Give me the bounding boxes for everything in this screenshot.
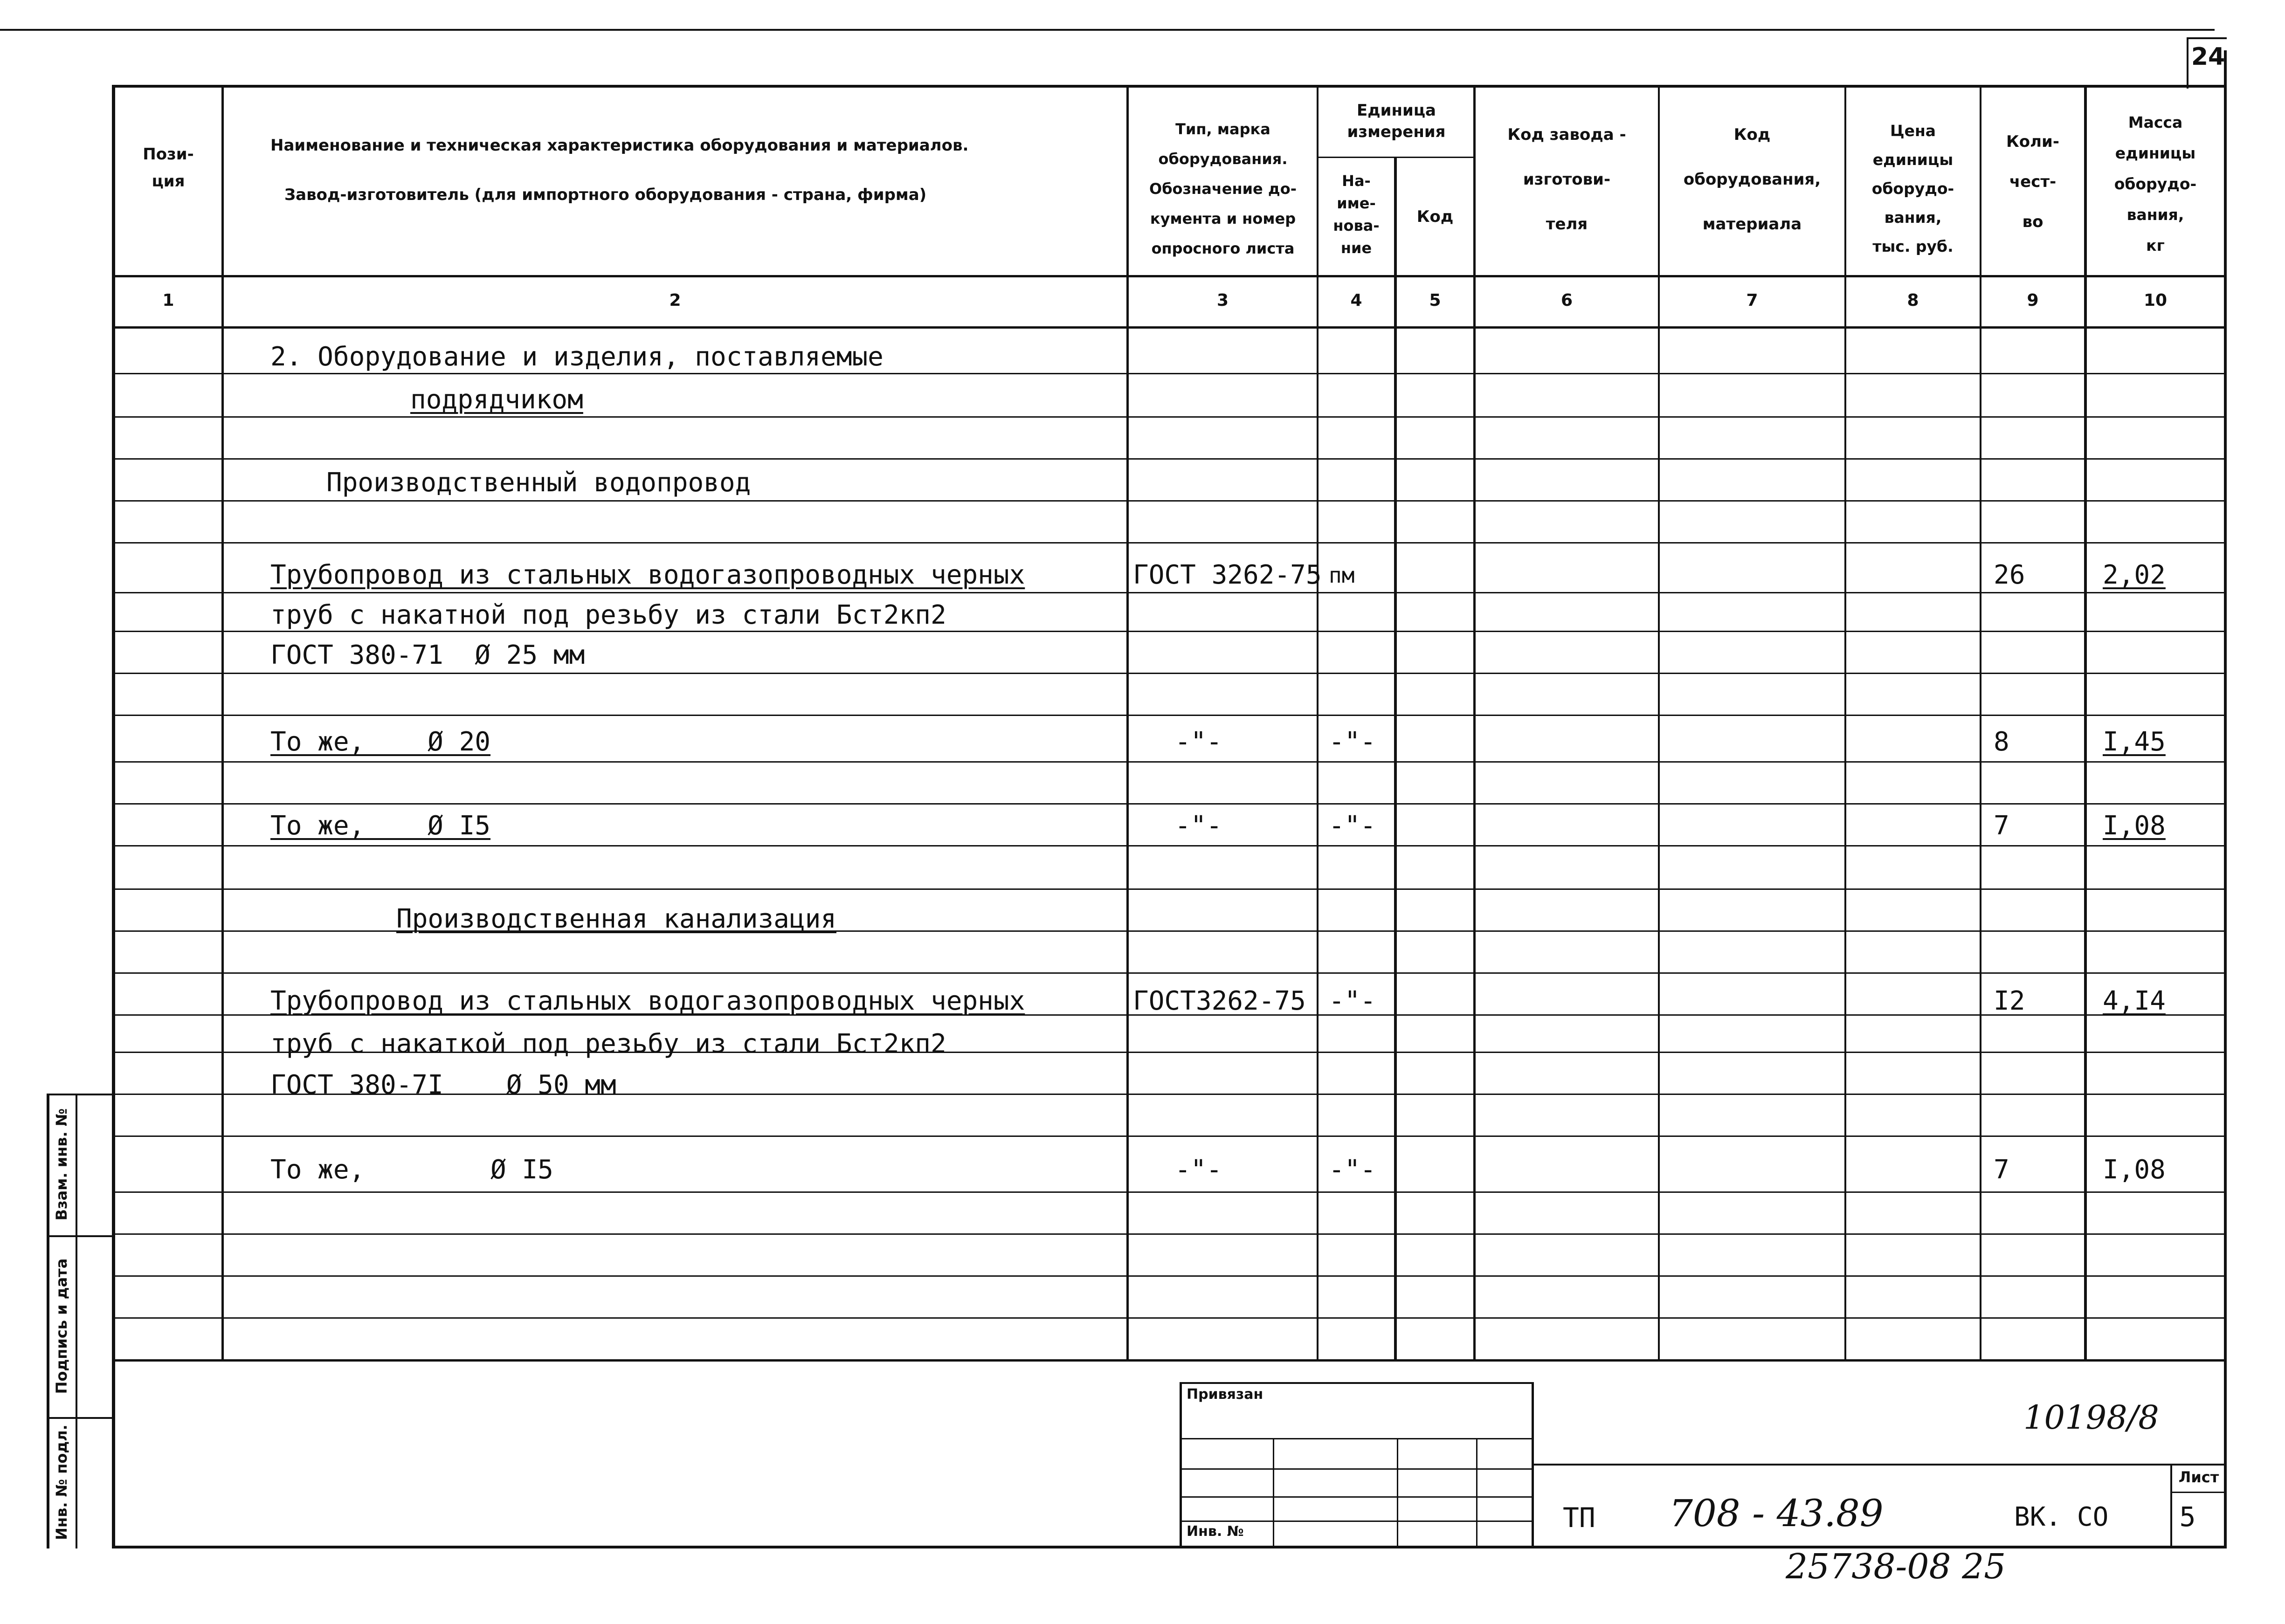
title-sheet-code: ВК. СО (2014, 1502, 2109, 1532)
section-title-cont: подрядчиком (410, 385, 583, 415)
header-quantity: Коли- чест- во (2006, 132, 2059, 231)
column-number: 7 (1746, 291, 1758, 310)
bottom-number: 25738-08 25 (1786, 1547, 2006, 1587)
pipe1-doc: ГОСТ 3262-75 (1133, 560, 1322, 590)
column-number: 9 (2027, 291, 2039, 310)
same15a-doc: -"- (1175, 811, 1222, 841)
header-equip-code: Код оборудования, материала (1683, 125, 1821, 234)
column-number: 2 (669, 291, 681, 310)
column-number: 10 (2143, 291, 2168, 310)
pipe1-qty: 26 (1994, 560, 2025, 590)
header-plant-code: Код завода - изготови- теля (1507, 125, 1626, 234)
header-unit-code: Код (1416, 207, 1454, 226)
page-number: 24 (2191, 43, 2225, 71)
title-doc-code: 708 - 43.89 (1669, 1492, 1884, 1535)
side-label-podpis: Подпись и дата (53, 1258, 70, 1394)
pipe2-qty: I2 (1994, 986, 2025, 1016)
top-long-line (0, 29, 2215, 31)
pipe2-mass: 4,I4 (2103, 986, 2166, 1016)
side-label-vzam: Взам. инв. № (53, 1108, 70, 1221)
header-name-line1: Наименование и техническая характеристика оборудования и материалов. (270, 136, 969, 155)
pipe1-unit: пм (1329, 563, 1355, 588)
same15a-mass: I,08 (2103, 811, 2166, 841)
pipe2-name-line1: Трубопровод из стальных водогазопроводных черных (270, 986, 1025, 1016)
header-type: Тип, марка оборудования. Обозначение до- кумента и номер опросного листа (1149, 120, 1297, 257)
header-unit-name: На- име- нова- ние (1333, 172, 1380, 257)
same15b-unit: -"- (1329, 1155, 1376, 1185)
same15b-doc: -"- (1175, 1155, 1222, 1185)
header-price: Цена единицы оборудо- вания, тыс. руб. (1871, 122, 1954, 255)
column-number: 4 (1350, 291, 1362, 310)
pipe1-name-line3: ГОСТ 380-71 Ø 25 мм (270, 640, 585, 670)
column-number: 3 (1216, 291, 1229, 310)
stamp-privyazan: Привязан (1187, 1386, 1263, 1403)
same20-name: То же, Ø 20 (270, 727, 491, 757)
section-title: 2. Оборудование и изделия, поставляемые (270, 342, 884, 372)
pipe2-name-line3: ГОСТ 380-7I Ø 50 мм (270, 1070, 616, 1100)
header-position: Пози- ция (143, 145, 194, 191)
same15a-unit: -"- (1329, 811, 1376, 841)
column-number: 8 (1907, 291, 1919, 310)
pipe2-name-line2: труб с накаткой под резьбу из стали Бст2кп2 (270, 1029, 946, 1059)
subsection-water: Производственный водопровод (326, 468, 751, 498)
same15a-name: То же, Ø I5 (270, 811, 491, 841)
stamp-inv-no: Инв. № (1187, 1523, 1244, 1540)
table-top-border (114, 85, 2226, 88)
same20-qty: 8 (1994, 727, 2009, 757)
column-number: 5 (1429, 291, 1441, 310)
pipe1-name-line1: Трубопровод из стальных водогазопроводных черных (270, 560, 1025, 590)
table-left-border (112, 85, 115, 1548)
same15b-mass: I,08 (2103, 1155, 2166, 1185)
same20-unit: -"- (1329, 727, 1376, 757)
same20-mass: I,45 (2103, 727, 2166, 757)
title-tp: ТП (1563, 1502, 1595, 1534)
pipe2-doc: ГОСТ3262-75 (1133, 986, 1306, 1016)
pipe2-unit: -"- (1329, 986, 1376, 1016)
same15b-qty: 7 (1994, 1155, 2009, 1185)
order-number: 10198/8 (2023, 1398, 2159, 1437)
same20-doc: -"- (1175, 727, 1222, 757)
side-label-inv: Инв. № подл. (53, 1424, 70, 1540)
same15a-qty: 7 (1994, 811, 2009, 841)
pipe1-mass: 2,02 (2103, 560, 2166, 590)
title-list-label: Лист (2178, 1468, 2219, 1486)
header-name-line2: Завод-изготовитель (для импортного оборудования - страна, фирма) (284, 186, 927, 204)
subsection-sewer: Производственная канализация (396, 904, 837, 934)
header-mass: Масса единицы оборудо- вания, кг (2114, 113, 2197, 255)
pipe1-name-line2: труб с накатной под резьбу из стали Бст2кп2 (270, 600, 946, 630)
column-number: 1 (162, 291, 174, 310)
column-number: 6 (1560, 291, 1573, 310)
same15b-name: То же, Ø I5 (270, 1155, 553, 1185)
title-list-no: 5 (2179, 1501, 2196, 1533)
header-unit-group: Единица измерения (1347, 101, 1446, 141)
